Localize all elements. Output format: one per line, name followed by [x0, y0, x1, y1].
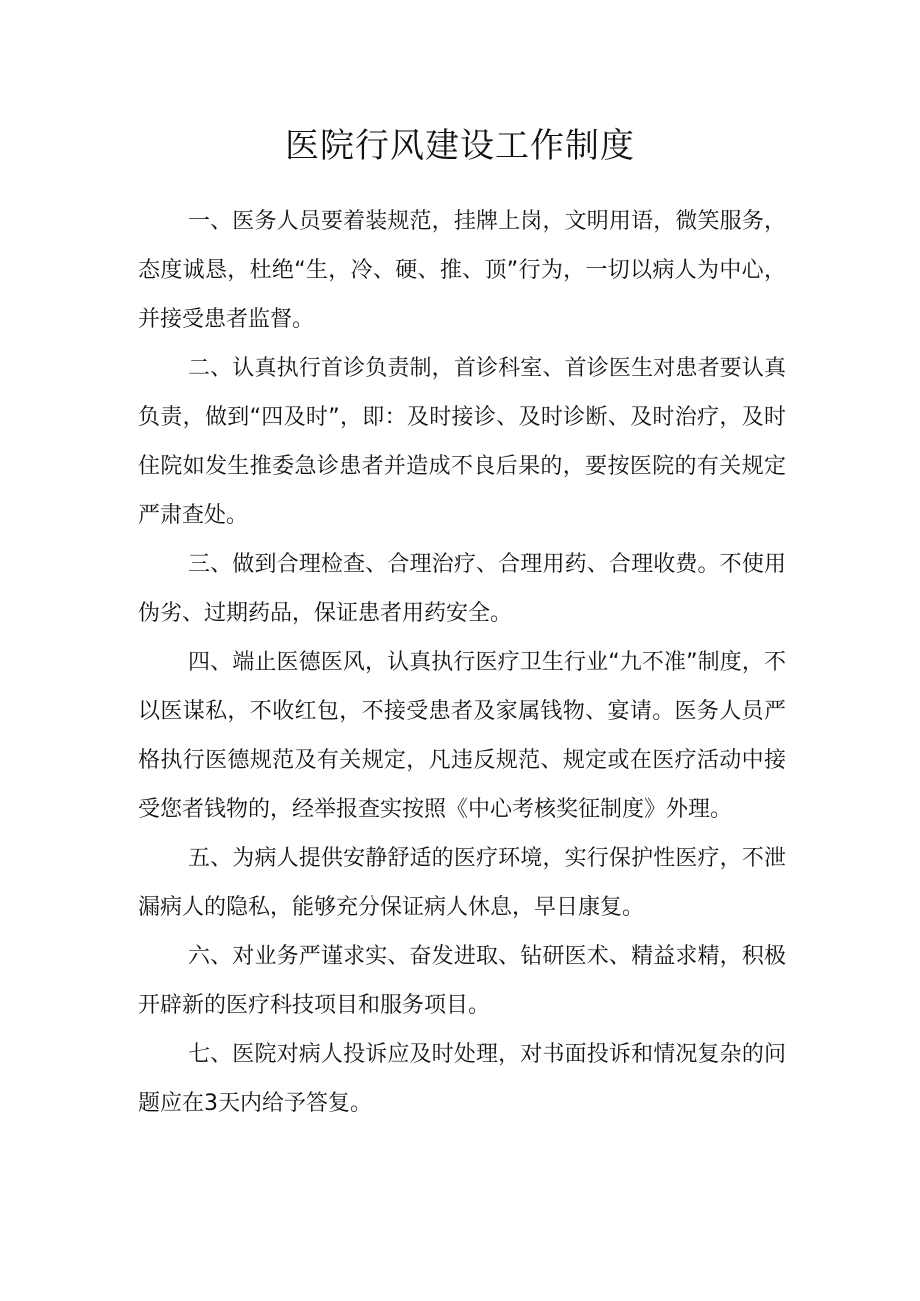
- paragraph-6: 六、对业务严谨求实、奋发进取、钻研医术、精益求精，积极开辟新的医疗科技项目和服务项目。: [138, 944, 786, 1018]
- paragraph-2: 二、认真执行首诊负责制，首诊科室、首诊医生对患者要认真负责，做到“四及时”，即：及时接诊、及时诊断、及时治疗，及时住院如发生推委急诊患者并造成不良后果的，要按医院的有关规定严肃查处。: [138, 356, 786, 528]
- document-body: [138, 197, 786, 1128]
- paragraph-5: 五、为病人提供安静舒适的医疗环境，实行保护性医疗，不泄漏病人的隐私，能够充分保证病人休息，早日康复。: [138, 846, 786, 920]
- paragraph-4: 四、端止医德医风，认真执行医疗卫生行业“九不准”制度，不以医谋私，不收红包，不接受患者及家属钱物、宴请。医务人员严格执行医德规范及有关规定，凡违反规范、规定或在医疗活动中接受您者钱物的，经举报查实按照《中心考核奖征制度》外理。: [138, 650, 786, 822]
- paragraph-7: 七、医院对病人投诉应及时处理，对书面投诉和情况复杂的问题应在3天内给予答复。: [138, 1042, 786, 1116]
- paragraph-1: 一、医务人员要着装规范，挂牌上岗，文明用语，微笑服务，态度诚恳，杜绝“生，冷、硬、推、顶”行为，一切以病人为中心，并接受患者监督。: [138, 209, 786, 332]
- paragraph-3: 三、做到合理检查、合理治疗、合理用药、合理收费。不使用伪劣、过期药品，保证患者用药安全。: [138, 552, 786, 626]
- document-title: 医院行风建设工作制度: [285, 126, 635, 166]
